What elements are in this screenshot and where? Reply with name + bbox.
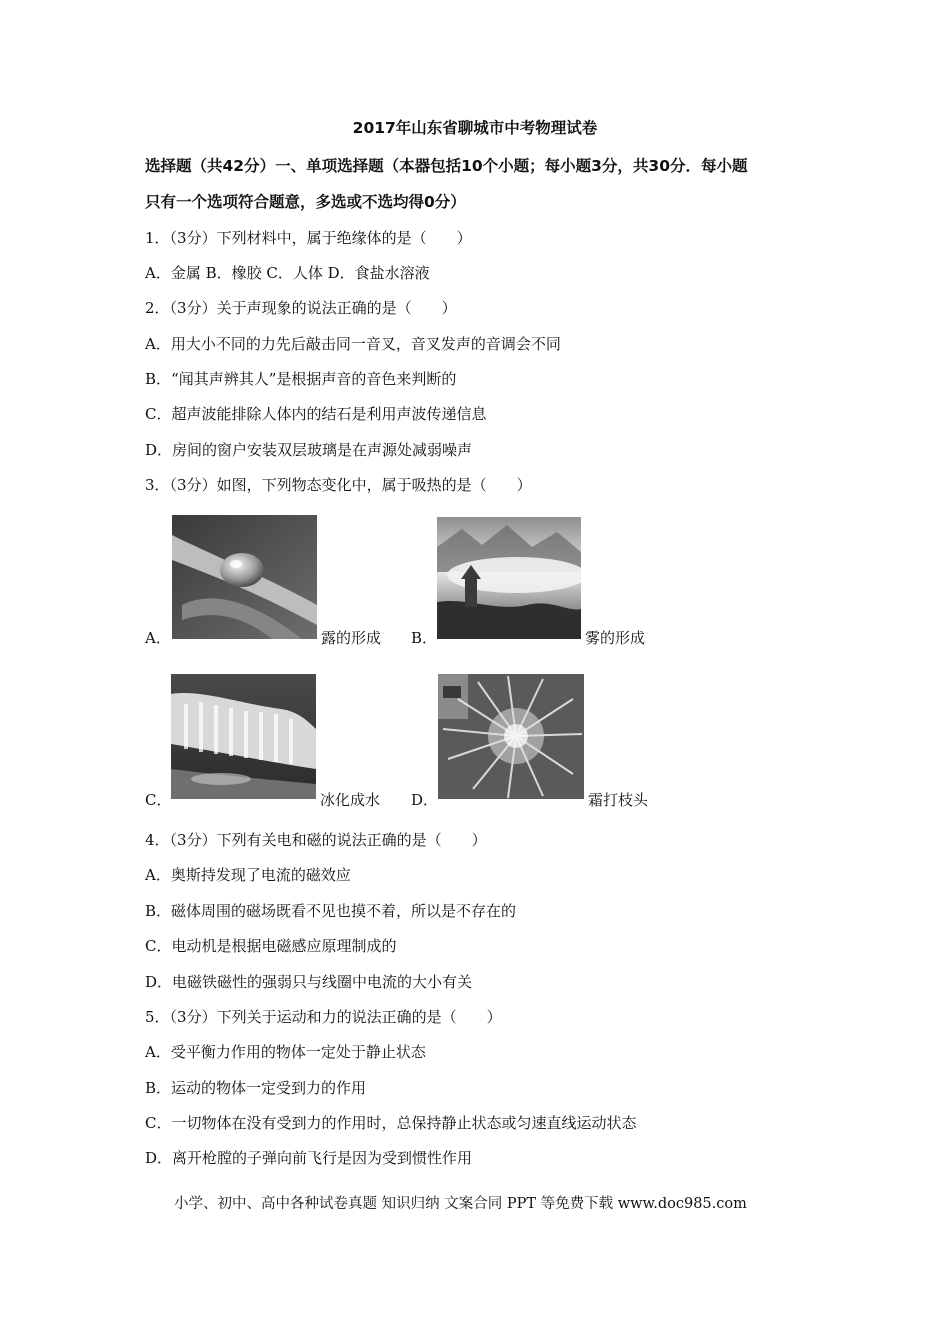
question-5-option-a: A．受平衡力作用的物体一定处于静止状态 [145,1043,426,1061]
question-3-stem: 3．（3分）如图，下列物态变化中，属于吸热的是（ ） [145,476,532,494]
question-4-option-c: C．电动机是根据电磁感应原理制成的 [145,937,397,955]
question-4-option-d: D．电磁铁磁性的强弱只与线圈中电流的大小有关 [145,973,473,991]
question-4-option-b: B．磁体周围的磁场既看不见也摸不着，所以是不存在的 [145,902,517,920]
question-2-stem: 2．（3分）关于声现象的说法正确的是（ ） [145,299,457,317]
section-heading-line-2: 只有一个选项符合题意，多选或不选均得0分） [145,193,466,211]
figure-d-caption: 霜打枝头 [588,791,649,809]
question-5-option-c: C．一切物体在没有受到力的作用时，总保持静止状态或匀速直线运动状态 [145,1114,637,1132]
figure-c-caption: 冰化成水 [320,791,381,809]
figure-a-caption: 露的形成 [321,629,382,647]
figure-b-caption: 雾的形成 [585,629,646,647]
section-heading-line-1: 选择题（共42分）一、单项选择题（本器包括10个小题；每小题3分，共30分．每小题 [145,157,748,175]
question-2-option-a: A．用大小不同的力先后敲击同一音叉，音叉发声的音调会不同 [145,335,561,353]
dew-photo [172,515,317,639]
question-4-option-a: A．奥斯持发现了电流的磁效应 [145,866,351,884]
question-1-options: A．金属 B．橡胶 C．人体 D．食盐水溶液 [145,264,430,282]
fog-photo [437,517,581,639]
figure-b-letter: B． [411,629,438,647]
question-2-option-c: C．超声波能排除人体内的结石是利用声波传递信息 [145,405,487,423]
figure-a-letter: A． [145,629,171,647]
question-5-option-d: D．离开枪膛的子弹向前飞行是因为受到惯性作用 [145,1149,473,1167]
question-2-option-b: B．“闻其声辨其人”是根据声音的音色来判断的 [145,370,457,388]
question-5-option-b: B．运动的物体一定受到力的作用 [145,1079,367,1097]
figure-c-letter: C． [145,791,172,809]
figure-d-letter: D． [411,791,439,809]
question-2-option-d: D．房间的窗户安装双层玻璃是在声源处减弱噪声 [145,441,473,459]
ice-melting-photo [171,674,316,799]
page-title: 2017年山东省聊城市中考物理试卷 [352,119,598,137]
question-1-stem: 1．（3分）下列材料中，属于绝缘体的是（ ） [145,229,472,247]
question-4-stem: 4．（3分）下列有关电和磁的说法正确的是（ ） [145,831,487,849]
footer-text: 小学、初中、高中各种试卷真题 知识归纳 文案合同 PPT 等免费下载 www.doc985.com [174,1196,747,1212]
question-5-stem: 5．（3分）下列关于运动和力的说法正确的是（ ） [145,1008,502,1026]
frost-photo [438,674,584,799]
